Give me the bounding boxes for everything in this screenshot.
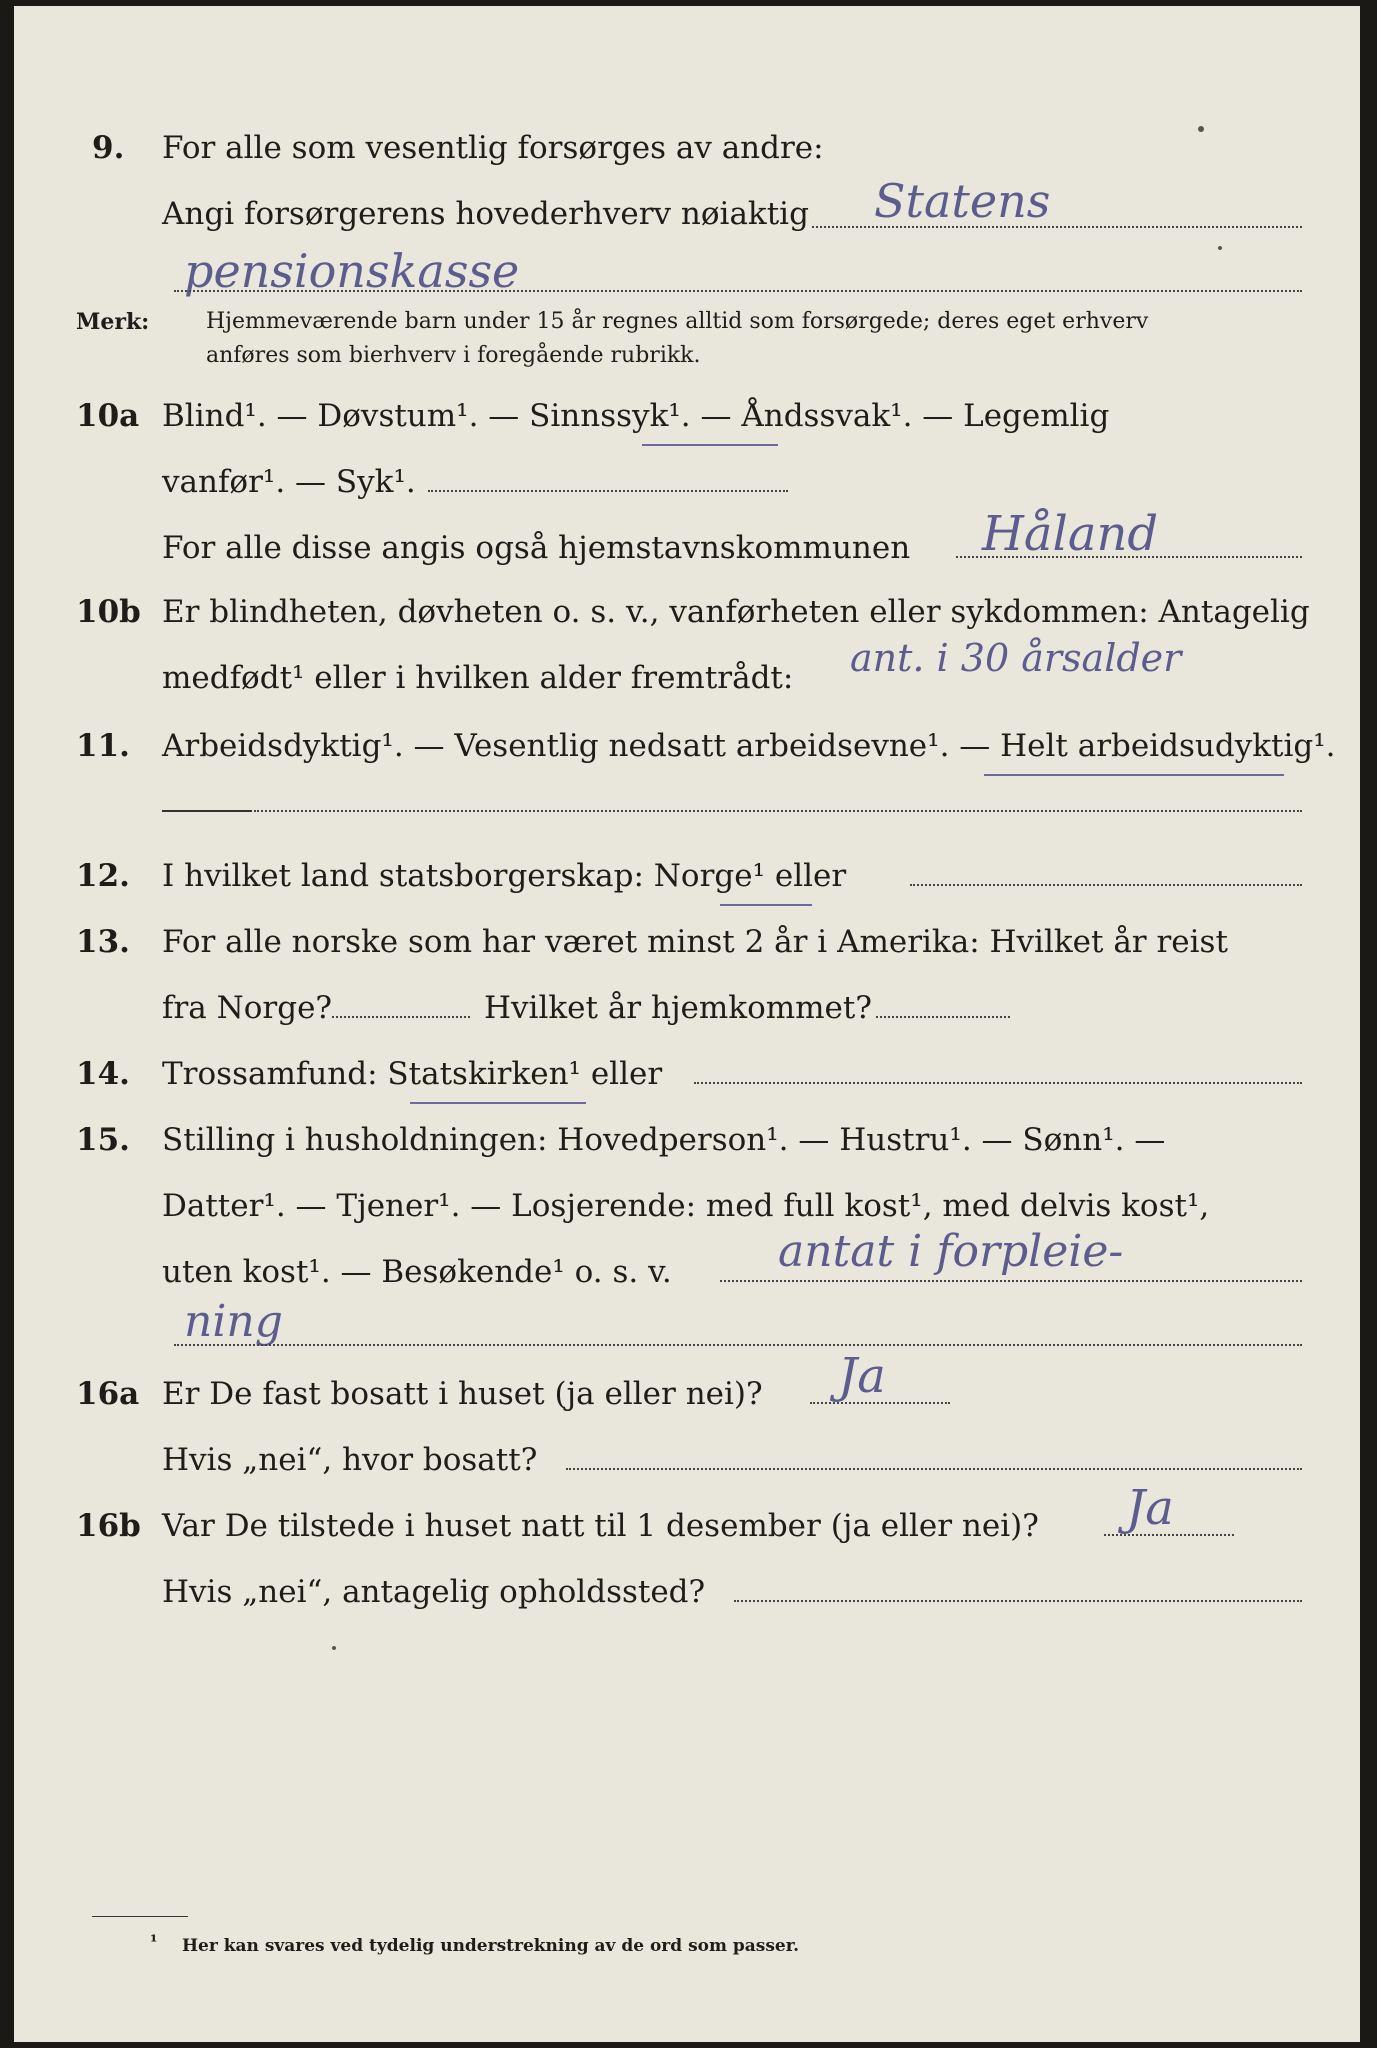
item-13-return-prompt: Hvilket år hjemkommet?: [484, 990, 872, 1026]
item-15-answer-line: [720, 1280, 1302, 1282]
item-12-answer-line: [910, 884, 1302, 886]
item-16b-line-1: Var De tilstede i huset natt til 1 desember (ja eller nei)?: [162, 1508, 1039, 1544]
item-14-answer-line: [694, 1082, 1302, 1084]
item-14-underline-statskirken: [410, 1102, 586, 1104]
item-10b-number: 10b: [76, 594, 141, 630]
item-15-number: 15.: [76, 1122, 130, 1158]
item-10a-line-1: Blind¹. — Døvstum¹. — Sinnssyk¹. — Åndssvak¹. — Legemlig: [162, 398, 1110, 434]
item-13-left-prompt: fra Norge?: [162, 990, 333, 1026]
census-form-page: [14, 6, 1360, 2042]
item-16a-line-1: Er De fast bosatt i huset (ja eller nei)?: [162, 1376, 763, 1412]
note-text-line-2: anføres som bierhverv i foregående rubrikk.: [206, 343, 701, 368]
item-11-answer-line: [254, 810, 1302, 812]
item-16b-line-2: Hvis „nei“, antagelig opholdssted?: [162, 1574, 706, 1610]
item-10a-number: 10a: [76, 398, 140, 434]
item-10a-answer-line: [428, 490, 788, 492]
paper-speck: [1198, 126, 1204, 132]
item-9-prompt: Angi forsørgerens hovederhverv nøiaktig: [162, 196, 809, 232]
item-16a-residence-line: [566, 1468, 1302, 1470]
item-15-line-3: uten kost¹. — Besøkende¹ o. s. v.: [162, 1254, 672, 1290]
item-15-handwritten-answer-1: antat i forpleie-: [778, 1226, 1124, 1277]
item-12-number: 12.: [76, 858, 130, 894]
paper-speck: [1218, 246, 1222, 250]
item-13-departure-line: [332, 1016, 470, 1018]
paper-speck: [332, 1646, 336, 1650]
item-13-line-1: For alle norske som har været minst 2 år i Amerika: Hvilket år reist: [162, 924, 1228, 960]
item-10a-handwritten-answer: Håland: [982, 506, 1159, 562]
item-13-return-line: [876, 1016, 1010, 1018]
item-15-handwritten-answer-2: ning: [184, 1296, 283, 1347]
footnote-text: Her kan svares ved tydelig understrekning av de ord som passer.: [182, 1936, 800, 1956]
item-11-line-1: Arbeidsdyktig¹. — Vesentlig nedsatt arbeidsevne¹. — Helt arbeidsudyktig¹.: [162, 728, 1336, 764]
item-12-line-1: I hvilket land statsborgerskap: Norge¹ eller: [162, 858, 847, 894]
item-10b-line-1: Er blindheten, døvheten o. s. v., vanførheten eller sykdommen: Antagelig: [162, 594, 1310, 630]
item-10b-line-2: medfødt¹ eller i hvilken alder fremtrådt:: [162, 660, 794, 696]
item-15-line-1: Stilling i husholdningen: Hovedperson¹. — Hustru¹. — Sønn¹. —: [162, 1122, 1166, 1158]
item-16b-handwritten-answer: Ja: [1126, 1480, 1174, 1536]
item-10a-line-3: For alle disse angis også hjemstavnskommunen: [162, 530, 911, 566]
item-10a-underline-sinnssyk: [642, 444, 778, 446]
item-11-short-rule: [162, 810, 252, 812]
item-9-handwritten-answer-2: pensionskasse: [184, 244, 520, 298]
item-12-underline-norge: [720, 904, 812, 906]
item-15-answer-line-2: [174, 1344, 1302, 1346]
footnote-mark: ¹: [150, 1932, 158, 1952]
item-16b-stay-line: [734, 1600, 1302, 1602]
item-16a-handwritten-answer: Ja: [838, 1348, 886, 1404]
note-text-line-1: Hjemmeværende barn under 15 år regnes alltid som forsørgede; deres eget erhverv: [206, 309, 1149, 334]
item-9-handwritten-answer-1: Statens: [874, 174, 1051, 228]
item-10a-line-2: vanfør¹. — Syk¹.: [162, 464, 416, 500]
item-16b-number: 16b: [76, 1508, 141, 1544]
item-9-number: 9.: [92, 130, 125, 166]
item-9-question: For alle som vesentlig forsørges av andre:: [162, 130, 824, 166]
item-14-number: 14.: [76, 1056, 130, 1092]
item-10b-handwritten-answer: ant. i 30 årsalder: [850, 636, 1182, 680]
item-11-number: 11.: [76, 728, 130, 764]
footnote-rule: [92, 1916, 188, 1917]
note-label: Merk:: [76, 309, 150, 335]
item-14-line-1: Trossamfund: Statskirken¹ eller: [162, 1056, 663, 1092]
item-13-number: 13.: [76, 924, 130, 960]
item-11-underline-helt: [984, 774, 1284, 776]
item-16a-number: 16a: [76, 1376, 140, 1412]
item-9-answer-line-2: [174, 290, 1302, 292]
item-15-line-2: Datter¹. — Tjener¹. — Losjerende: med full kost¹, med delvis kost¹,: [162, 1188, 1210, 1224]
item-16a-line-2: Hvis „nei“, hvor bosatt?: [162, 1442, 538, 1478]
